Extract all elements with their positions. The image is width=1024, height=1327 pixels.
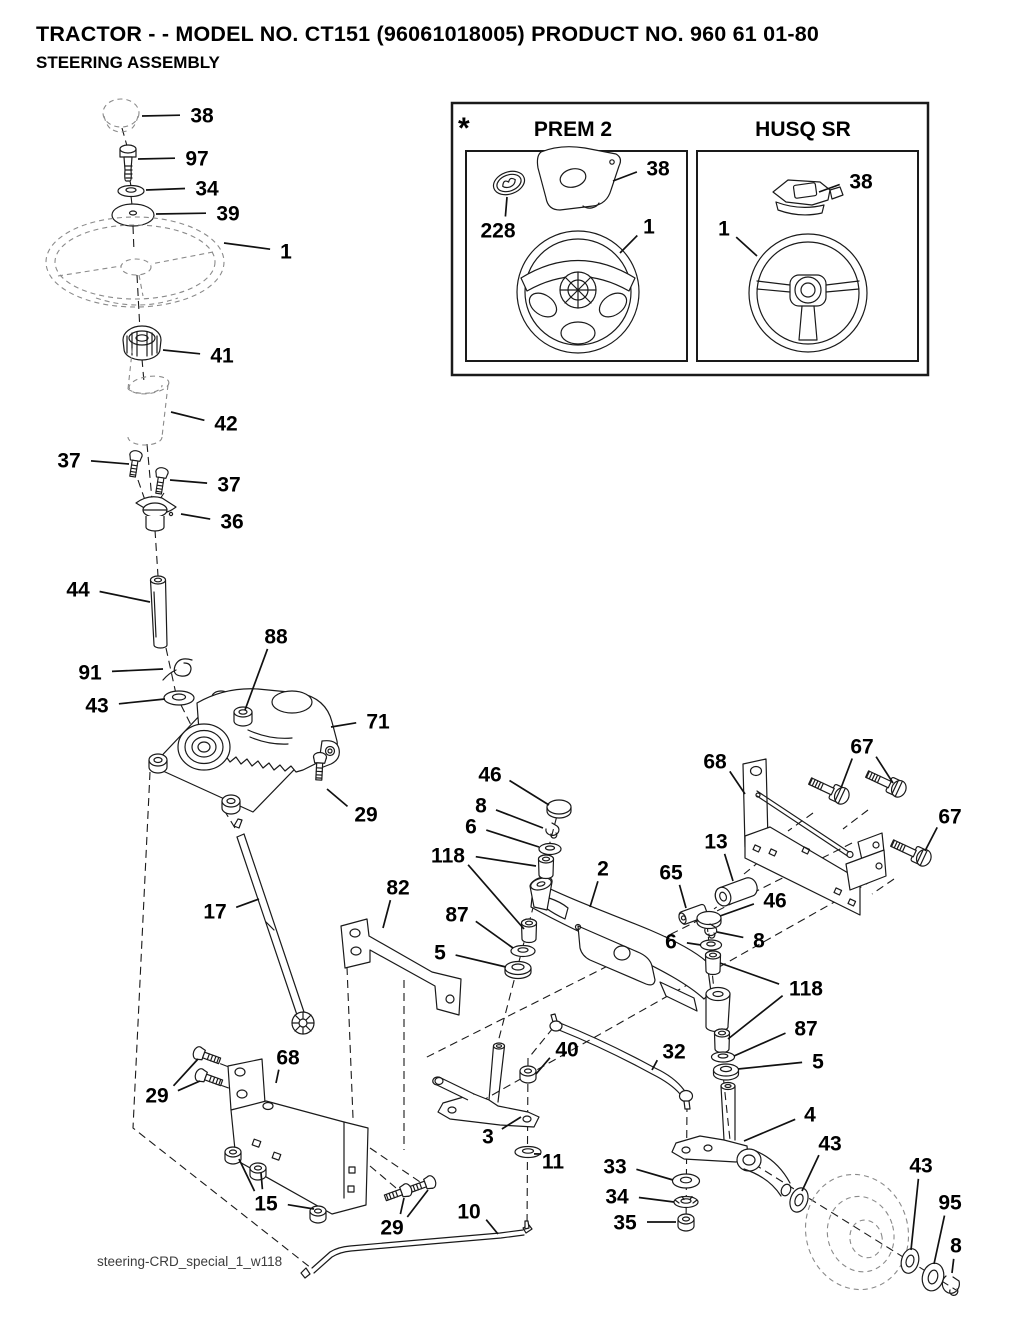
callout-33: 33	[603, 1155, 627, 1179]
callout-leader-38	[142, 115, 180, 116]
callout-1: 1	[280, 240, 292, 264]
part-91-clip	[163, 659, 192, 680]
callout-leader-40	[536, 1058, 550, 1074]
part-87-washer-right	[712, 1052, 735, 1062]
callout-4: 4	[804, 1103, 816, 1127]
callout-leader-97	[138, 158, 175, 159]
inset-heading-prem2: PREM 2	[533, 118, 613, 141]
part-3-spindle-left	[433, 1043, 539, 1127]
callout-leader-82	[383, 900, 390, 928]
callout-67: 67	[850, 735, 874, 759]
callout-leader-67	[841, 759, 852, 789]
callout-67: 67	[938, 805, 962, 829]
callout-13: 13	[704, 830, 728, 854]
part-46-cap-right	[697, 912, 721, 929]
part-41-cap	[123, 326, 161, 360]
callout-11: 11	[541, 1150, 565, 1174]
part-82-bracket	[341, 919, 461, 1015]
callout-leader-29	[174, 1059, 199, 1086]
callout-35: 35	[613, 1211, 637, 1235]
callout-leader-43	[802, 1155, 819, 1191]
callout-leader-67	[925, 827, 937, 851]
part-8-clip-left	[546, 823, 559, 838]
part-68-support-bracket-left	[228, 1059, 368, 1214]
part-118-bushing-left-lower	[522, 919, 537, 943]
front-wheel-ghost	[793, 1163, 922, 1301]
part-118-bushing-right-lower	[715, 1029, 730, 1053]
callout-leader-42	[171, 412, 204, 420]
part-10-tie-rod	[301, 1221, 532, 1278]
callout-34: 34	[195, 177, 219, 201]
part-17-steering-shaft	[234, 819, 314, 1034]
callout-1: 1	[718, 217, 730, 241]
callout-34: 34	[605, 1185, 629, 1209]
callout-leader-29	[400, 1198, 404, 1214]
callout-leader-36	[181, 514, 210, 519]
callout-88: 88	[264, 625, 288, 649]
callout-leader-33	[636, 1169, 673, 1180]
part-97-bolt	[120, 145, 136, 181]
callout-leader-4	[744, 1119, 795, 1141]
callout-leader-37	[91, 461, 129, 464]
callout-leader-118	[720, 963, 779, 984]
callout-95: 95	[938, 1191, 962, 1215]
part-36-bushing	[136, 497, 176, 531]
callout-leader-34	[639, 1198, 674, 1203]
callout-37: 37	[57, 449, 81, 473]
callout-leader-1	[224, 243, 270, 249]
callout-leader-10	[486, 1220, 498, 1234]
part-71-steering-gear	[149, 689, 339, 814]
callout-leader-8	[496, 810, 543, 828]
callout-6: 6	[465, 815, 477, 839]
callout-118: 118	[789, 977, 823, 1001]
callout-68: 68	[703, 750, 727, 774]
callout-leader-95	[934, 1216, 945, 1264]
part-29-screws-right	[383, 1174, 437, 1204]
callout-87: 87	[794, 1017, 818, 1041]
callout-82: 82	[386, 876, 410, 900]
part-43-washer-outer	[899, 1247, 922, 1276]
callout-44: 44	[66, 578, 90, 602]
part-40-nut	[520, 1066, 536, 1083]
callout-46: 46	[478, 763, 502, 787]
callout-87: 87	[445, 903, 469, 927]
inset-heading-husq-sr: HUSQ SR	[755, 118, 851, 141]
part-6-washer-left	[539, 844, 561, 855]
callout-41: 41	[210, 344, 234, 368]
callout-38: 38	[190, 104, 214, 128]
callout-leader-71	[331, 723, 356, 727]
callout-leader-8	[717, 932, 743, 937]
callout-leader-68	[276, 1070, 279, 1083]
callout-2: 2	[597, 857, 609, 881]
part-35-nut	[678, 1214, 694, 1231]
callout-10: 10	[457, 1200, 481, 1224]
callout-38: 38	[646, 157, 670, 181]
callout-43: 43	[85, 694, 109, 718]
callout-32: 32	[662, 1040, 686, 1064]
callout-91: 91	[78, 661, 102, 685]
callout-228: 228	[480, 219, 516, 243]
callout-71: 71	[366, 710, 390, 734]
callout-leader-5	[456, 955, 506, 967]
callout-leader-118	[476, 857, 536, 866]
callout-leader-41	[163, 350, 200, 354]
callout-leader-8	[952, 1259, 954, 1273]
callout-43: 43	[909, 1154, 933, 1178]
callout-leader-87	[476, 921, 513, 948]
part-5-washer-right	[714, 1064, 739, 1080]
part-46-cap-left	[547, 800, 571, 818]
callout-leader-34	[146, 189, 185, 191]
callout-leader-65	[680, 885, 687, 908]
callout-97: 97	[185, 147, 209, 171]
part-38-cap	[103, 99, 139, 132]
part-34-washer	[118, 186, 144, 197]
part-13-bushing	[713, 876, 760, 909]
part-39-washer	[112, 204, 154, 226]
callout-leader-6	[687, 943, 701, 945]
callout-5: 5	[434, 941, 446, 965]
part-44-shaft	[151, 576, 168, 648]
callout-29: 29	[380, 1216, 404, 1240]
callout-leader-118	[728, 996, 783, 1039]
part-67-bolt-3	[888, 835, 933, 868]
callout-3: 3	[482, 1125, 494, 1149]
callout-29: 29	[354, 803, 378, 827]
callout-15: 15	[254, 1192, 278, 1216]
part-34-lockwasher	[674, 1197, 698, 1208]
part-33-washer	[673, 1174, 700, 1188]
callout-leader-29	[178, 1081, 200, 1091]
callout-leader-91	[112, 669, 163, 671]
callout-29: 29	[145, 1084, 169, 1108]
callout-43: 43	[818, 1132, 842, 1156]
callout-leader-2	[590, 881, 598, 907]
callout-leader-6	[486, 830, 539, 847]
inset-box	[452, 103, 928, 375]
drawing-code: steering-CRD_special_1_w118	[97, 1254, 283, 1269]
callout-leader-15	[288, 1205, 314, 1209]
part-95-washer	[919, 1261, 947, 1293]
page-title: TRACTOR - - MODEL NO. CT151 (96061018005) PRODUCT NO. 960 61 01-80	[36, 22, 820, 46]
callout-leader-43	[119, 699, 165, 704]
callout-leader-44	[100, 592, 150, 603]
callout-leader-87	[734, 1033, 786, 1056]
part-11-washer	[515, 1147, 541, 1158]
callout-leader-13	[725, 854, 733, 881]
part-5-washer-left	[505, 962, 531, 979]
part-118-bushing-right-upper	[706, 951, 721, 975]
callout-40: 40	[555, 1038, 579, 1062]
callout-42: 42	[214, 412, 238, 436]
part-118-bushing-left-upper	[539, 855, 554, 879]
callout-leader-46	[510, 781, 550, 806]
callout-leader-29	[327, 789, 348, 806]
callout-17: 17	[203, 900, 227, 924]
callout-leader-37	[170, 480, 207, 483]
callout-8: 8	[475, 794, 487, 818]
part-2-axle-beam	[529, 876, 730, 1032]
callout-leader-118	[468, 865, 524, 929]
part-87-washer-left	[511, 946, 535, 957]
callout-118: 118	[431, 844, 465, 868]
part-8-clip-outer	[942, 1276, 959, 1295]
callout-6: 6	[665, 930, 677, 954]
part-88-nut	[234, 707, 252, 726]
callout-leader-43	[911, 1179, 918, 1250]
callout-leader-5	[738, 1062, 802, 1069]
callout-8: 8	[753, 929, 765, 953]
callout-8: 8	[950, 1234, 962, 1258]
part-6-washer-right	[701, 940, 722, 950]
callout-68: 68	[276, 1046, 300, 1070]
callout-65: 65	[659, 861, 683, 885]
inset-asterisk: *	[458, 112, 470, 145]
callout-37: 37	[217, 473, 241, 497]
part-1-steering-wheel	[46, 217, 224, 307]
callout-leader-39	[156, 213, 206, 214]
callout-39: 39	[216, 202, 240, 226]
callout-1: 1	[643, 215, 655, 239]
callout-46: 46	[763, 889, 787, 913]
part-37-screw-right	[152, 467, 168, 495]
part-43-washer-upper	[164, 691, 194, 705]
callout-leader-17	[236, 899, 259, 907]
callout-38: 38	[849, 170, 873, 194]
callout-5: 5	[812, 1050, 824, 1074]
callout-36: 36	[220, 510, 244, 534]
page-subtitle: STEERING ASSEMBLY	[36, 53, 220, 72]
